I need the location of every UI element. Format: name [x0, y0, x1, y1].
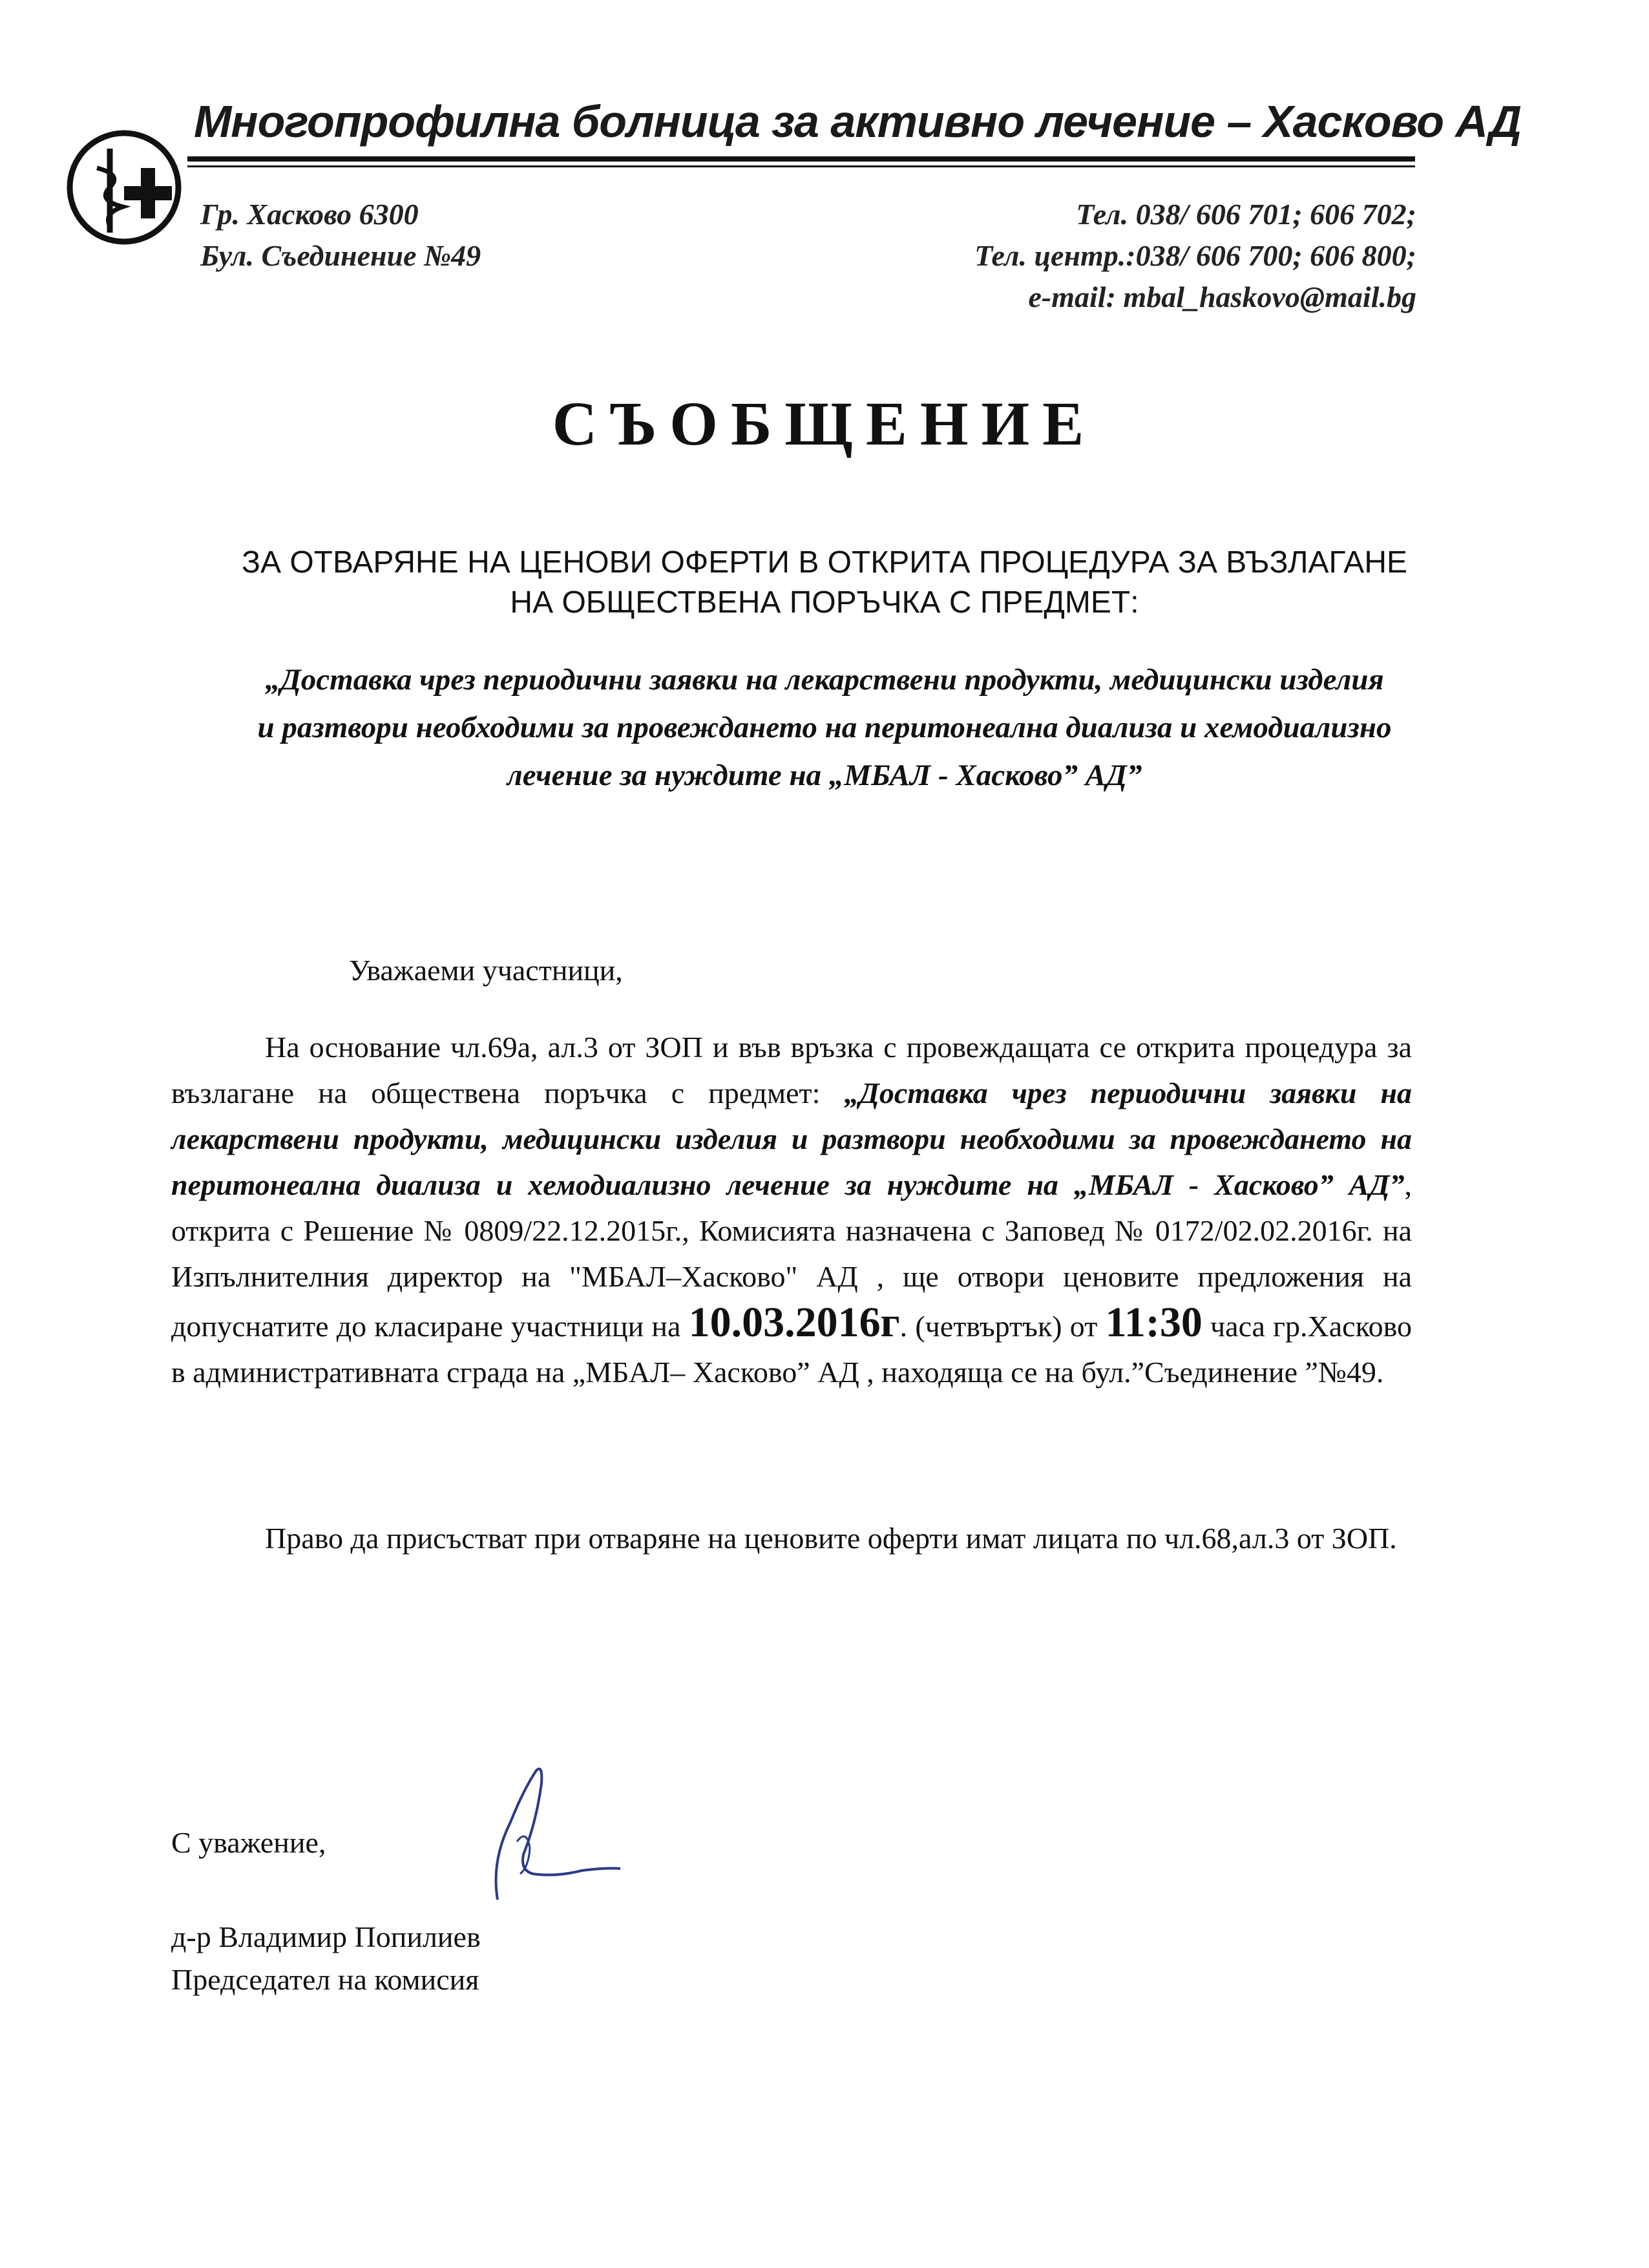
- document-subheading: [129, 543, 1520, 623]
- contacts-block: [974, 194, 1416, 318]
- header-rule-thick: [187, 156, 1415, 162]
- signer-name: д-р Владимир Попилиев: [171, 1920, 481, 1953]
- address-block: [200, 194, 481, 277]
- address-line-street: Бул. Съединение №49: [200, 239, 481, 272]
- document-title: СЪОБЩЕНИЕ: [552, 389, 1097, 458]
- subheading-line-1: ЗА ОТВАРЯНЕ НА ЦЕНОВИ ОФЕРТИ В ОТКРИТА ПРОЦЕДУРА ЗА ВЪЗЛАГАНЕ: [241, 545, 1407, 580]
- handwritten-signature: [452, 1745, 646, 1938]
- phone-line: Тел. 038/ 606 701; 606 702;: [1076, 198, 1416, 231]
- email-line: e-mail: mbal_haskovo@mail.bg: [1028, 280, 1416, 313]
- signer-title: Председател на комисия: [171, 1963, 479, 1996]
- body-paragraph: [171, 1024, 1412, 1395]
- body-text-weekday: . (четвъртък) от: [899, 1310, 1106, 1343]
- switchboard-phone-line: Тел. центр.:038/ 606 700; 606 800;: [974, 239, 1416, 272]
- subject-line-2: и разтвори необходими за провеждането на перитонеална диализа и хемодиализно: [257, 711, 1392, 744]
- subheading-line-2: НА ОБЩЕСТВЕНА ПОРЪЧКА С ПРЕДМЕТ:: [510, 585, 1139, 620]
- body-text-location: часа гр.Хасково в административната сграда на „МБАЛ– Хасково” АД , находяща се на бул.”Съединение ”№49.: [171, 1310, 1412, 1389]
- organization-name: Многопрофилна болница за активно лечение – Хасково АД: [194, 96, 1522, 147]
- procurement-subject: [149, 656, 1500, 799]
- address-line-city: Гр. Хасково 6300: [200, 198, 419, 231]
- greeting: Уважаеми участници,: [349, 954, 623, 987]
- header-rule-thin: [187, 165, 1415, 167]
- subject-line-1: „Доставка чрез периодични заявки на лекарствени продукти, медицински изделия: [265, 663, 1384, 697]
- signer-block: [171, 1916, 481, 2001]
- opening-date: 10.03.2016г: [688, 1299, 900, 1346]
- subject-line-3: лечение за нуждите на „МБАЛ - Хасково” АД”: [507, 759, 1142, 792]
- body-text-decision: , открита с Решение № 0809/22.12.2015г., Комисията назначена с Заповед № 0172/02.02.2016г. на Изпълнителния директор на "МБАЛ–Хасково" АД , ще отвори ценовите предложения на допуснатите до класиране участници на: [171, 1168, 1412, 1343]
- body-text-intro: На основание чл.69а, ал.3 от ЗОП и във връзка с провеждащата се открита процедура за възлагане на обществена поръчка с предмет:: [171, 1031, 1412, 1109]
- body-subject-emphasis: „Доставка чрез периодични заявки на лекарствени продукти, медицински изделия и разтвори необходими за провеждането на перитонеална диализа и хемодиализно лечение за нуждите на „МБАЛ - Хасково” АД”: [171, 1076, 1412, 1201]
- opening-time: 11:30: [1105, 1299, 1203, 1346]
- hospital-caduceus-logo: [65, 123, 200, 258]
- attendance-paragraph: Право да присъстват при отваряне на ценовите оферти имат лицата по чл.68,ал.3 от ЗОП.: [265, 1522, 1397, 1555]
- closing-salutation: С уважение,: [171, 1826, 326, 1859]
